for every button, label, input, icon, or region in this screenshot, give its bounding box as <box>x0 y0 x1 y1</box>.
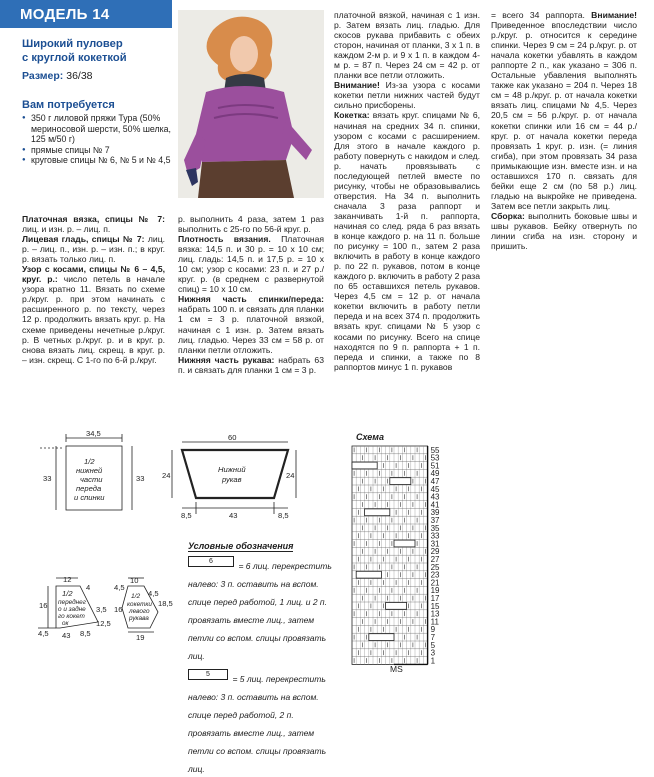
scheme-cable-block <box>386 603 407 610</box>
yoke-sleeve-n4: 16 <box>114 605 123 614</box>
yoke-title: Кокетка: <box>334 110 370 121</box>
attention2-body: Приведенное впоследствии число р./круг. р. относится к середине спинки. Через 9 см = 24 р./круг. р. от начала кокетки убавлять в каждом раппорте 2 п., как указано = 306 п. Остальные убавления выполнять также как указано = 204 п. Через 18 см = 48 р./круг. р. от начала кокетки вязать лиц. спицами № 4,5. Через 20,5 см = 56 р./круг. р. от начала кокетки спинки или 16 см = 44 р./круг. р. от начала кокетки переда провязать 1 круг. р. изн. (= линия сгиба), при этом провязать 34 раза примыкающие изн. вместе изн. и на оставшихся 170 п. связать для бейки еще 2 см (по 58 р.) лиц. гладью на выкройке не приведена. Затем все петли закрыть лиц. <box>491 20 637 211</box>
pattern-yoke-sleeve <box>114 572 180 642</box>
model-title: МОДЕЛЬ 14 <box>20 6 110 23</box>
yoke-front-n5: 4,5 <box>38 629 49 638</box>
pattern-back-front <box>0 428 170 534</box>
yoke-front-label-2: переднег <box>58 599 86 606</box>
scheme-cable-block <box>352 462 377 469</box>
scheme-row-number: 17 <box>430 594 440 603</box>
attention-body: Из-за узора с косами кокетки петли нижних частей будут сильно присборены. <box>334 80 480 111</box>
legend-item-5 <box>188 669 338 777</box>
stitch-title-stockinette: Лицевая гладь, спицы № 7: <box>22 234 145 245</box>
legend-heading: Условные обозначения <box>188 541 294 551</box>
sleeve-label-2: рукав <box>222 475 242 484</box>
back-label-5: и спинки <box>74 493 105 502</box>
back-label-2: нижней <box>76 466 103 475</box>
sleeve-top-dim: 60 <box>228 434 237 442</box>
yoke-sleeve-n2: 4,5 <box>148 589 159 598</box>
scheme-row-number: 51 <box>430 461 440 471</box>
scheme-row-number: 55 <box>430 445 440 455</box>
scheme-row-number: 21 <box>430 578 440 588</box>
gauge-title: Плотность вязания. <box>178 234 271 245</box>
yoke-sleeve-n1: 4,5 <box>114 583 125 592</box>
sleeve-body: набрать 63 п. и связать для планки 1 см = 3 р. <box>178 354 324 375</box>
scheme-row-number: 29 <box>430 547 440 557</box>
scheme-row-number: 7 <box>430 633 436 642</box>
scheme-cable-block <box>365 509 390 516</box>
pattern-sleeve <box>160 434 300 524</box>
yoke-front-top: 12 <box>63 575 72 584</box>
scheme-row-number: 27 <box>430 555 440 564</box>
attention-title: Внимание! <box>334 80 380 91</box>
yoke-front-n1: 4 <box>86 583 91 592</box>
scheme-row-number: 31 <box>430 539 440 549</box>
material-item: ● 350 г лиловой пряжи Тура (50% мериносовой шерсти, 50% шелка, 125 м/50 г) <box>22 113 172 145</box>
stitch-body-stockinette: лиц. р. – лиц. п., изн. р. – изн. п.; в круг. р. вязать только лиц. п. <box>22 234 166 265</box>
sleeve-bottom-right-dim: 8,5 <box>278 511 289 520</box>
yoke-front-n2: 16 <box>39 601 48 610</box>
legend <box>188 536 338 777</box>
model-photo <box>178 10 324 198</box>
scheme-row-number: 47 <box>430 477 440 486</box>
col4-lead: = всего 34 раппорта. <box>491 10 585 20</box>
assembly-title: Сборка: <box>491 210 525 221</box>
scheme-row-number: 37 <box>430 516 440 525</box>
yoke-sleeve-label-3: левого <box>129 608 150 615</box>
scheme-cable-block <box>369 634 394 641</box>
attention2-title: Внимание! <box>591 10 637 20</box>
scheme-row-number: 11 <box>430 617 439 627</box>
yoke-sleeve-n3: 18,5 <box>158 599 173 608</box>
materials-heading: Вам потребуется <box>22 99 115 111</box>
scheme-cable-block <box>390 478 411 485</box>
scheme-cable-block <box>356 571 381 578</box>
title-line-2: с круглой кокеткой <box>22 52 127 64</box>
cable-6-symbol: 6 <box>188 556 234 567</box>
scheme-row-number: 53 <box>430 453 440 463</box>
cable-5-text: = 5 лиц. перекрестить налево: 3 п. оставить на вспом. спице перед работой, 2 п. провязать вместе лиц., затем петли со вспом. спицы провязать лиц. <box>188 674 327 774</box>
size-row <box>22 70 93 82</box>
column-1 <box>22 214 165 365</box>
col2-lead: р. выполнить 4 раза, затем 1 раз выполнить с 25-го по 56-й круг. р. <box>178 214 324 235</box>
pattern-yoke-front <box>36 572 114 642</box>
scheme-ms-label: MS <box>390 664 403 674</box>
scheme-grid <box>350 444 470 670</box>
stitch-body-garter: лиц. и изн. р. – лиц. п. <box>22 224 111 235</box>
yoke-front-n4: 8,5 <box>80 629 91 638</box>
scheme-row-number: 1 <box>430 656 436 666</box>
scheme-row-number: 39 <box>430 508 440 518</box>
scheme-row-number: 43 <box>430 492 440 502</box>
yoke-sleeve-n5: 19 <box>136 633 145 642</box>
back-left-dim: 33 <box>43 474 52 483</box>
sleeve-right-dim: 24 <box>286 471 295 480</box>
yoke-sleeve-label-1: 1/2 <box>131 593 141 600</box>
scheme-row-number: 23 <box>430 570 440 580</box>
stitch-title-garter: Платочная вязка, спицы № 7: <box>22 214 165 224</box>
yoke-front-label-5: ок <box>62 620 69 627</box>
scheme-row-number: 45 <box>430 484 440 494</box>
yoke-sleeve-top: 10 <box>130 576 139 585</box>
scheme-row-number: 13 <box>430 609 440 619</box>
title-line-1: Широкий пуловер <box>22 38 123 50</box>
legend-item-6 <box>188 556 338 664</box>
back-label-1: 1/2 <box>84 457 95 466</box>
scheme-row-number: 19 <box>430 586 440 596</box>
scheme-title: Схема <box>356 432 384 442</box>
back-top-dim: 34,5 <box>86 429 101 438</box>
yoke-front-n3: 3,5 <box>96 605 107 614</box>
stitch-body-cables: число петель в начале узора кратно 11. Вязать по схеме р./круг. р. при этом начинать с расширенного р. по тексту, через 12 р. продолжить вязать круг. р. На схеме приведены нечетные р./круг. р. В четных р./круг. р. и в круг. р. снова вязать лиц. скрещ. в круг. р. – изн. скрещ. С 1-го по 6-й р./круг. <box>22 274 165 365</box>
material-item: ● прямые спицы № 7 <box>22 145 172 156</box>
cable-6-text: = 6 лиц. перекрестить налево: 3 п. оставить на вспом. спице перед работой, 1 лиц. и 2 п. провязать вместе лиц., затем петли со вспом. спицы провязать лиц. <box>188 561 332 661</box>
materials-list <box>22 113 172 166</box>
gauge-body: Платочная вязка: 14,5 п. и 30 р. = 10 х 10 см; лиц. гладь: 14,5 п. и 17,5 р. = 10 х 10 см; узор с косами: 23 п. и 27 р./круг. р. (в среднем с развернутой спиц) = 10 х 10 см. <box>178 234 324 295</box>
scheme-row-number: 5 <box>430 640 436 650</box>
materials <box>22 99 172 166</box>
scheme-row-number: 3 <box>430 648 436 658</box>
size-label: Размер: <box>22 70 64 82</box>
sleeve-label-1: Нижний <box>218 465 246 474</box>
scheme-row-number: 49 <box>430 469 440 479</box>
yoke-sleeve-label-2: кокетки <box>127 601 152 608</box>
scheme-cable-block <box>394 540 415 547</box>
back-label-3: части <box>80 475 103 484</box>
size-value: 36/38 <box>66 70 93 82</box>
yoke-front-label-4: го кокет <box>58 613 85 620</box>
column-2 <box>178 214 324 375</box>
yoke-front-n7: 12,5 <box>96 619 111 628</box>
col3-lead: платочной вязкой, начиная с 1 изн. р. Затем вязать лиц. гладью. Для скосов рукава прибавить с обеих сторон, начиная от планки, 3 х 1 п. в каждом 2-м р. и 9 х 1 п. в каждом 4-м р. = 87 п. Через 24 см = 42 р. от планки все петли отложить. <box>334 10 480 81</box>
back-right-dim: 33 <box>136 474 145 483</box>
assembly-body: выполнить боковые швы и швы рукавов. Бейку отвернуть по линии сгиба на изн. сторону и пришить. <box>491 210 637 252</box>
yoke-sleeve-label-4: рукава <box>129 615 149 622</box>
cable-5-symbol: 5 <box>188 669 228 680</box>
scheme-row-number: 15 <box>430 601 440 611</box>
sleeve-left-dim: 24 <box>162 471 171 480</box>
yoke-body: вязать круг. спицами № 6, начиная на средних 34 п. спинки, узором с косами с расширением. Для этого в начале каждого р. работу повернуть с накидом и след. р. начать провязывать с последующей петлей вместе по рисунку, чтобы не образовывались отверстия. На 34 п. выполнить сначала 3 раза раппорт и заканчивать 1-й п. раппорта, начиная со след. ряда 6 раз вязать в конце каждого р. на 11 п. больше по рисунку = 100 п., затем 2 раза включить в работу в конце каждого р. по 22 п. рукавов, потом в конце каждого р. включить в работу 2 раза по 65 оставшихся петель рукавов. Через 4,5 см = 12 р. от начала кокетки включить в работу петли переда и на всех 374 п. продолжить вязать круг. спицами № 5 узор с косами по рисунку. Всего на спице находятся по 9 п. раппорта + 1 п. переда и спинки, а также по 8 раппортов минус 1 п. рукавов <box>334 110 480 372</box>
material-item: ● круговые спицы № 6, № 5 и № 4,5 <box>22 155 172 166</box>
sleeve-bottom-left-dim: 8,5 <box>181 511 192 520</box>
scheme-row-number: 9 <box>430 625 436 635</box>
garment-title <box>22 37 172 65</box>
stitch-title-cables: Узор с косами, спицы № 6 – 4,5, круг. р.: <box>22 264 165 285</box>
scheme-row-number: 33 <box>430 531 440 541</box>
scheme-row-number: 35 <box>430 523 440 533</box>
scheme-row-number: 25 <box>430 562 440 572</box>
yoke-front-label-1: 1/2 <box>62 589 73 598</box>
back-label-4: переда <box>76 484 102 493</box>
yoke-front-label-3: о и задне <box>58 606 86 613</box>
back-front-title: Нижняя часть спинки/переда: <box>178 294 324 305</box>
column-4 <box>491 10 637 251</box>
sleeve-bottom-mid-dim: 43 <box>229 511 238 520</box>
scheme-row-number: 41 <box>430 500 440 510</box>
column-3 <box>334 10 480 372</box>
sleeve-title: Нижняя часть рукава: <box>178 354 275 365</box>
back-front-body: набрать 100 п. и связать для планки 1 см = 3 р. платочной вязкой, начиная с 1 изн. р. Затем вязать лиц. гладью. Через 33 см = 58 р. от планки петли отложить. <box>178 304 324 355</box>
yoke-front-n6: 43 <box>62 631 71 640</box>
